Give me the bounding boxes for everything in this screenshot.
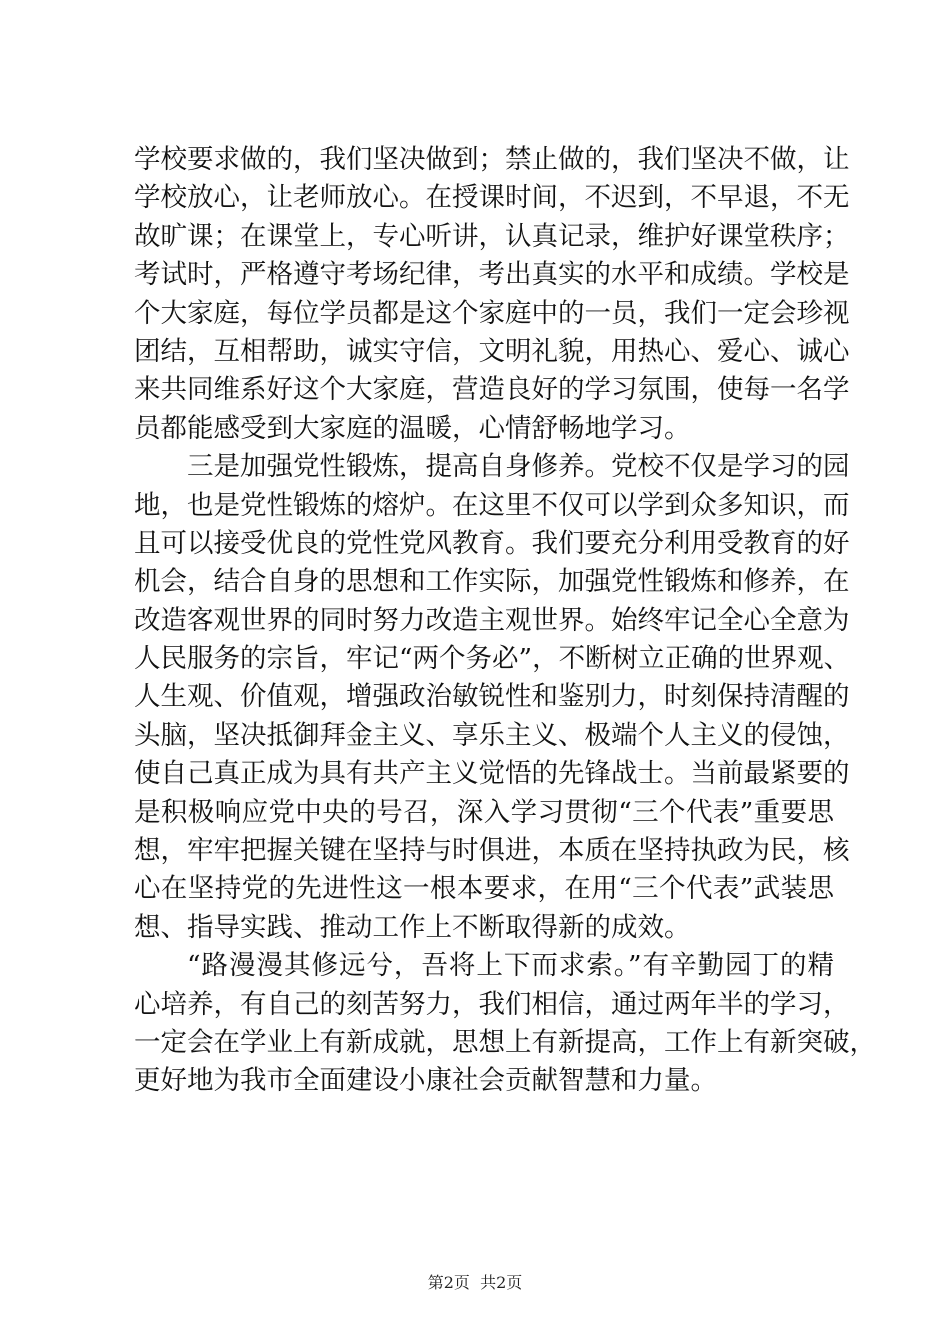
text-line: 员都能感受到大家庭的温暖，心情舒畅地学习。 <box>134 412 691 444</box>
paragraph <box>134 947 876 1101</box>
text-line: 三是加强党性锻炼，提高自身修养。党校不仅是学习的园 <box>187 451 850 483</box>
text-line: 来共同维系好这个大家庭，营造良好的学习氛围，使每一名学 <box>134 374 850 406</box>
text-line: 机会，结合自身的思想和工作实际，加强党性锻炼和修养，在 <box>134 566 850 598</box>
text-line: 考试时，严格遵守考场纪律，考出真实的水平和成绩。学校是 <box>134 259 850 291</box>
text-line: 人生观、价值观，增强政治敏锐性和鉴别力，时刻保持清醒的 <box>134 681 850 713</box>
text-line: 学校放心，让老师放心。在授课时间，不迟到，不早退，不无 <box>134 182 850 214</box>
page-number: 第2页 共2页 <box>427 1273 523 1292</box>
text-line: 改造客观世界的同时努力改造主观世界。始终牢记全心全意为 <box>134 604 850 636</box>
page-footer <box>0 1273 950 1293</box>
text-line: 心培养，有自己的刻苦努力，我们相信，通过两年半的学习， <box>134 988 850 1020</box>
text-line: “路漫漫其修远兮，吾将上下而求索。”有辛勤园丁的精 <box>187 950 834 982</box>
text-line: 故旷课；在课堂上，专心听讲，认真记录，维护好课堂秩序； <box>134 220 850 252</box>
text-line: 想、指导实践、推动工作上不断取得新的成效。 <box>134 911 691 943</box>
text-line: 人民服务的宗旨，牢记“两个务必”，不断树立正确的世界观、 <box>134 643 851 675</box>
text-line: 地，也是党性锻炼的熔炉。在这里不仅可以学到众多知识，而 <box>134 489 850 521</box>
text-line: 且可以接受优良的党性党风教育。我们要充分利用受教育的好 <box>134 527 850 559</box>
text-line: 个大家庭，每位学员都是这个家庭中的一员，我们一定会珍视 <box>134 297 850 329</box>
paragraph <box>134 448 851 947</box>
text-line: 使自己真正成为具有共产主义觉悟的先锋战士。当前最紧要的 <box>134 758 850 790</box>
text-line: 更好地为我市全面建设小康社会贡献智慧和力量。 <box>134 1065 717 1097</box>
text-line: 头脑，坚决抵御拜金主义、享乐主义、极端个人主义的侵蚀， <box>134 719 850 751</box>
text-line: 心在坚持党的先进性这一根本要求，在用“三个代表”武装思 <box>134 873 834 905</box>
text-line: 学校要求做的，我们坚决做到；禁止做的，我们坚决不做，让 <box>134 144 850 175</box>
paragraph <box>134 141 850 448</box>
text-line: 团结，互相帮助，诚实守信，文明礼貌，用热心、爱心、诚心 <box>134 335 850 367</box>
text-line: 是积极响应党中央的号召，深入学习贯彻“三个代表”重要思 <box>134 796 834 828</box>
text-line: 想，牢牢把握关键在坚持与时俱进，本质在坚持执政为民，核 <box>134 835 850 867</box>
document-body <box>134 141 876 1101</box>
text-line: 一定会在学业上有新成就，思想上有新提高，工作上有新突破， <box>134 1026 876 1058</box>
